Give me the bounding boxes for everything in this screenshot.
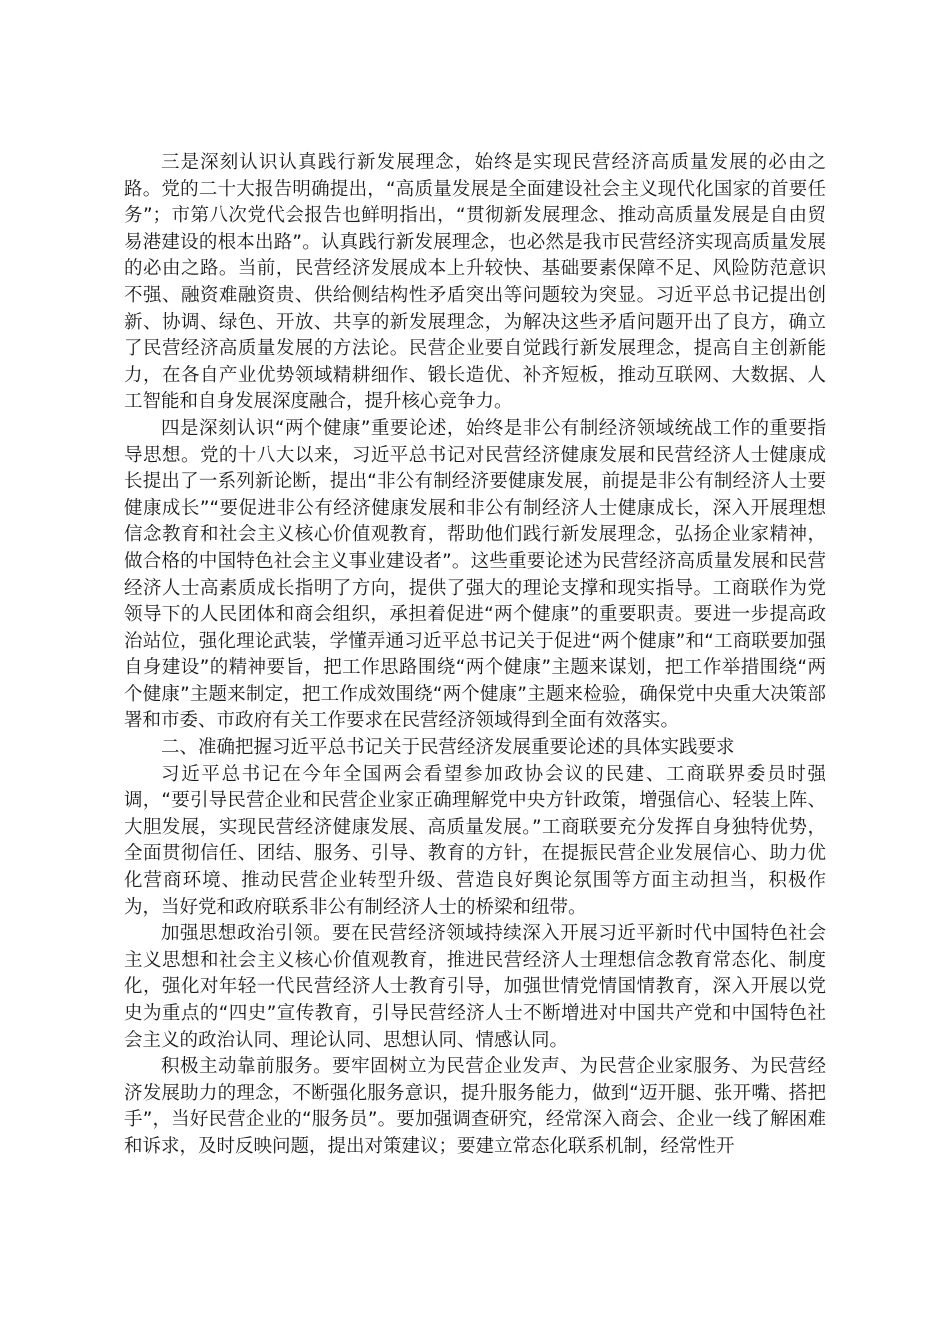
paragraph-two-sessions: 习近平总书记在今年全国两会看望参加政协会议的民建、工商联界委员时强调，“要引导民营企业和民营企业家正确理解党中央方针政策，增强信心、轻装上阵、大胆发展，实现民营经济健康发展、高质量发展。”工商联要充分发挥自身独特优势，全面贯彻信任、团结、服务、引导、教育的方针，在提振民营企业发展信心、助力优化营商环境、推动民营企业转型升级、营造良好舆论氛围等方面主动担当，积极作为，当好党和政府联系非公有制经济人士的桥梁和纽带。: [124, 763, 826, 918]
section-heading: 二、准确把握习近平总书记关于民营经济发展重要论述的具体实践要求: [161, 737, 735, 759]
document-page: [124, 150, 826, 1161]
paragraph-proactive-service: 积极主动靠前服务。要牢固树立为民营企业发声、为民营企业家服务、为民营经济发展助力的理念，不断强化服务意识，提升服务能力，做到“迈开腿、张开嘴、搭把手”，当好民营企业的“服务员”。要加强调查研究，经常深入商会、企业一线了解困难和诉求，及时反映问题，提出对策建议；要建立常态化联系机制，经常性开: [124, 1056, 826, 1157]
paragraph-ideological-guidance: 加强思想政治引领。要在民营经济领域持续深入开展习近平新时代中国特色社会主义思想和社会主义核心价值观教育，推进民营经济人士理想信念教育常态化、制度化，强化对年轻一代民营经济人士教育引导，加强世情党情国情教育，深入开展以党史为重点的“四史”宣传教育，引导民营经济人士不断增进对中国共产党和中国特色社会主义的政治认同、理论认同、思想认同、情感认同。: [124, 923, 826, 1051]
paragraph-new-development-concept: 三是深刻认识认真践行新发展理念，始终是实现民营经济高质量发展的必由之路。党的二十大报告明确提出，“高质量发展是全面建设社会主义现代化国家的首要任务”；市第八次党代会报告也鲜明指出，“贯彻新发展理念、推动高质量发展是自由贸易港建设的根本出路”。认真践行新发展理念，也必然是我市民营经济实现高质量发展的必由之路。当前，民营经济发展成本上升较快、基础要素保障不足、风险防范意识不强、融资难融资贵、供给侧结构性矛盾突出等问题较为突显。习近平总书记提出创新、协调、绿色、开放、共享的新发展理念，为解决这些矛盾问题开出了良方，确立了民营经济高质量发展的方法论。民营企业要自觉践行新发展理念，提高自主创新能力，在各自产业优势领域精耕细作、锻长造优、补齐短板，推动互联网、大数据、人工智能和自身发展深度融合，提升核心竞争力。: [124, 152, 826, 413]
paragraph-two-healthy: 四是深刻认识“两个健康”重要论述，始终是非公有制经济领域统战工作的重要指导思想。党的十八大以来，习近平总书记对民营经济健康发展和民营经济人士健康成长提出了一系列新论断，提出“非公有制经济要健康发展，前提是非公有制经济人士要健康成长”“要促进非公有经济健康发展和非公有制经济人士健康成长，深入开展理想信念教育和社会主义核心价值观教育，帮助他们践行新发展理念，弘扬企业家精神，做合格的中国特色社会主义事业建设者”。这些重要论述为民营经济高质量发展和民营经济人士高素质成长指明了方向，提供了强大的理论支撑和现实指导。工商联作为党领导下的人民团体和商会组织，承担着促进“两个健康”的重要职责。要进一步提高政治站位，强化理论武装，学懂弄通习近平总书记关于促进“两个健康”和“工商联要加强自身建设”的精神要旨，把工作思路围绕“两个健康”主题来谋划，把工作举措围绕“两个健康”主题来制定，把工作成效围绕“两个健康”主题来检验，确保党中央重大决策部署和市委、市政府有关工作要求在民营经济领域得到全面有效落实。: [124, 417, 826, 732]
